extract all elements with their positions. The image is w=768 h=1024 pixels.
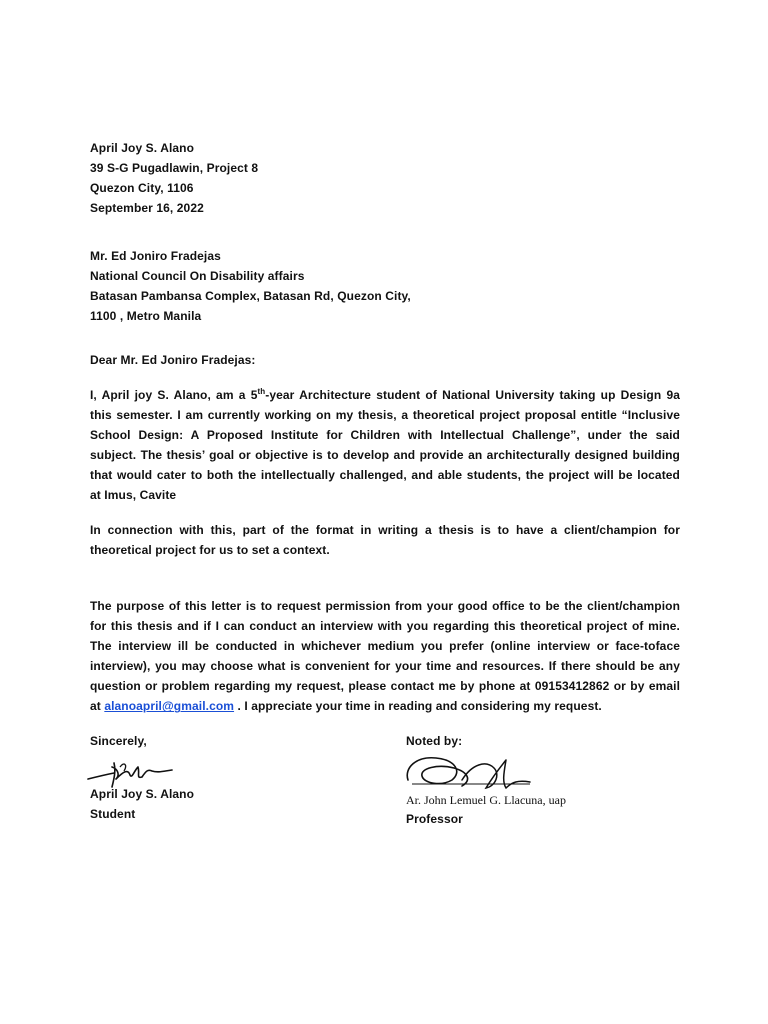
sender-address-line2: Quezon City, 1106 (90, 181, 194, 195)
paragraph-line: for this thesis and if I can conduct an interview with you regarding this theoretical project of mine. (90, 619, 680, 634)
paragraph-line: In connection with this, part of the format in writing a thesis is to have a client/champion for (90, 523, 680, 537)
recipient-name: Mr. Ed Joniro Fradejas (90, 249, 221, 263)
ordinal-suffix: th (257, 387, 266, 396)
salutation: Dear Mr. Ed Joniro Fradejas: (90, 353, 256, 367)
closing-sincerely: Sincerely, (90, 734, 147, 748)
paragraph-text: -year Architecture student of National University taking up Design 9a (265, 388, 680, 402)
paragraph-line: The interview ill be conducted in whichever medium you prefer (online interview or face-toface (90, 639, 680, 654)
paragraph-line: interview), you may choose what is convenient for your time and resources. If there should be any (90, 659, 680, 674)
paragraph-line: question or problem regarding my request, please contact me by phone at 09153412862 or by email (90, 679, 680, 694)
sender-address-line1: 39 S-G Pugadlawin, Project 8 (90, 161, 259, 175)
paragraph-text: , under the said (576, 428, 680, 443)
sender-name: April Joy S. Alano (90, 141, 195, 155)
student-name: April Joy S. Alano (90, 787, 195, 801)
paragraph-line (90, 425, 680, 445)
recipient-address-line1: Batasan Pambansa Complex, Batasan Rd, Quezon City, (90, 289, 411, 303)
paragraph-line: The purpose of this letter is to request permission from your good office to be the client/champion (90, 599, 680, 613)
paragraph-line: that would cater to both the intellectually challenged, and able students, the project will be located (90, 468, 680, 483)
closing-noted-by: Noted by: (406, 734, 463, 748)
sender-block (90, 138, 680, 218)
paragraph-line (90, 385, 680, 405)
thesis-title-start: “Inclusive (621, 408, 680, 423)
paragraph-text: I, April joy S. Alano, am a 5 (90, 388, 258, 402)
recipient-address-line2: 1100 , Metro Manila (90, 309, 202, 323)
paragraph-context (90, 520, 680, 560)
letter-date: September 16, 2022 (90, 201, 204, 215)
recipient-org: National Council On Disability affairs (90, 269, 305, 283)
paragraph-text: . I appreciate your time in reading and considering my request. (234, 699, 602, 714)
paragraph-text: this semester. I am currently working on my thesis, a theoretical project proposal entitle (90, 408, 622, 423)
paragraph-line: theoretical project for us to set a context. (90, 543, 330, 558)
professor-name: Ar. John Lemuel G. Llacuna, uap (406, 793, 566, 807)
paragraph-line (90, 405, 680, 425)
professor-title: Professor (406, 812, 463, 826)
paragraph-line: at Imus, Cavite (90, 488, 177, 503)
paragraph-line (90, 696, 680, 716)
paragraph-intro (90, 385, 680, 506)
paragraph-line: subject. The thesis’ goal or objective is to develop and provide an architecturally designed building (90, 448, 680, 463)
thesis-title-end: School Design: A Proposed Institute for Children with Intellectual Challenge” (90, 428, 577, 443)
student-title: Student (90, 807, 136, 821)
recipient-block (90, 246, 680, 326)
paragraph-text: at (90, 699, 105, 714)
paragraph-request (90, 596, 680, 717)
email-link[interactable]: alanoapril@gmail.com (104, 699, 235, 714)
